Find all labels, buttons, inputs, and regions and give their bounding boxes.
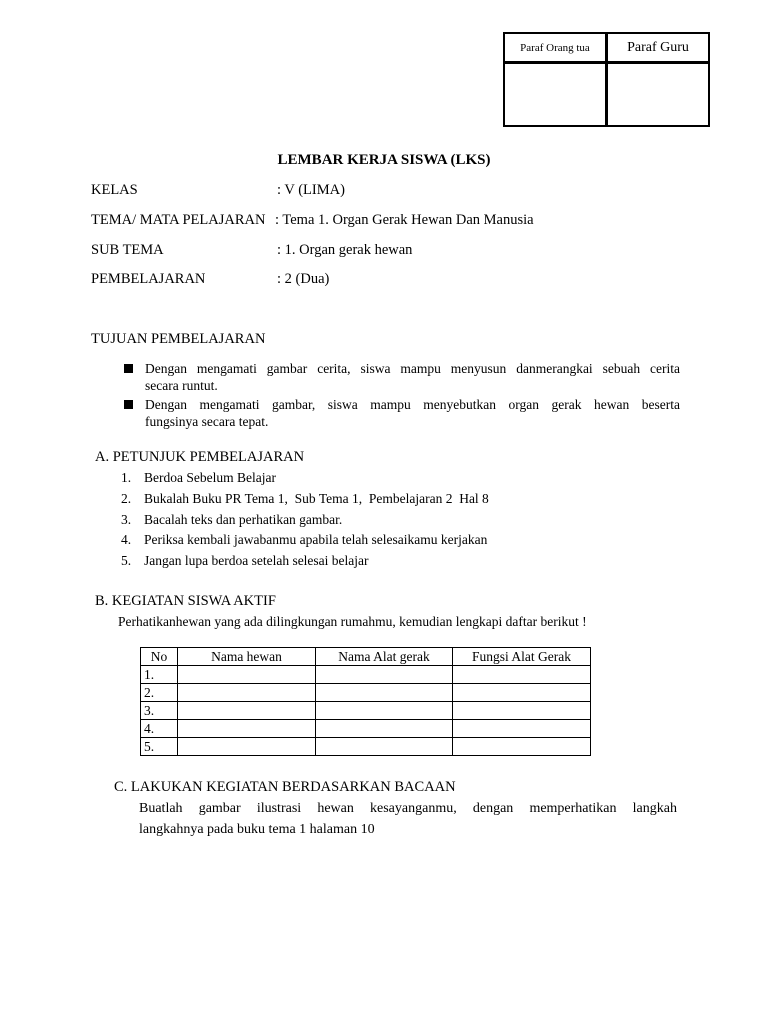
objective-1-line1: Dengan mengamati gambar cerita, siswa mampu menyusun danmerangkai sebuah cerita bbox=[145, 361, 680, 376]
signature-box bbox=[503, 32, 710, 127]
bullet-square-icon bbox=[124, 364, 133, 373]
teacher-signature-label: Paraf Guru bbox=[608, 34, 708, 64]
col-header-movement-organ: Nama Alat gerak bbox=[316, 648, 453, 666]
row-number: 5. bbox=[141, 738, 178, 756]
movement-organ-cell[interactable] bbox=[316, 738, 453, 756]
teacher-signature-field[interactable] bbox=[608, 64, 708, 125]
movement-organ-cell[interactable] bbox=[316, 720, 453, 738]
info-value-pembelajaran: : 2 (Dua) bbox=[277, 271, 330, 287]
row-number: 3. bbox=[141, 702, 178, 720]
function-cell[interactable] bbox=[453, 738, 591, 756]
instruction-text: Bacalah teks dan perhatikan gambar. bbox=[144, 512, 343, 527]
function-cell[interactable] bbox=[453, 720, 591, 738]
info-value-subtema: : 1. Organ gerak hewan bbox=[277, 242, 413, 258]
row-number: 4. bbox=[141, 720, 178, 738]
table-row bbox=[141, 702, 591, 720]
section-b-heading: B. KEGIATAN SISWA AKTIF bbox=[95, 593, 276, 609]
info-value-tema: : Tema 1. Organ Gerak Hewan Dan Manusia bbox=[275, 212, 534, 228]
info-label-pembelajaran: PEMBELAJARAN bbox=[91, 271, 206, 287]
col-header-animal: Nama hewan bbox=[178, 648, 316, 666]
instruction-num: 5. bbox=[121, 553, 132, 568]
objectives-heading: TUJUAN PEMBELAJARAN bbox=[91, 331, 266, 347]
animal-name-cell[interactable] bbox=[178, 684, 316, 702]
activity-table bbox=[140, 647, 591, 756]
table-row bbox=[141, 666, 591, 684]
instruction-text: Bukalah Buku PR Tema 1, Sub Tema 1, Pembelajaran 2 Hal 8 bbox=[144, 491, 489, 506]
row-number: 1. bbox=[141, 666, 178, 684]
animal-name-cell[interactable] bbox=[178, 720, 316, 738]
objective-2-line2: fungsinya secara tepat. bbox=[145, 414, 269, 429]
instruction-num: 4. bbox=[121, 532, 132, 547]
bullet-square-icon bbox=[124, 400, 133, 409]
section-b-instruction: Perhatikanhewan yang ada dilingkungan rumahmu, kemudian lengkapi daftar berikut ! bbox=[118, 614, 587, 629]
instruction-num: 1. bbox=[121, 470, 132, 485]
table-header-row bbox=[141, 648, 591, 666]
table-row bbox=[141, 720, 591, 738]
movement-organ-cell[interactable] bbox=[316, 666, 453, 684]
table-row bbox=[141, 684, 591, 702]
info-label-subtema: SUB TEMA bbox=[91, 242, 164, 258]
row-number: 2. bbox=[141, 684, 178, 702]
section-c-line1: Buatlah gambar ilustrasi hewan kesayanganmu, dengan memperhatikan langkah bbox=[139, 801, 677, 816]
function-cell[interactable] bbox=[453, 666, 591, 684]
animal-name-cell[interactable] bbox=[178, 738, 316, 756]
instruction-num: 3. bbox=[121, 512, 132, 527]
section-c-heading: C. LAKUKAN KEGIATAN BERDASARKAN BACAAN bbox=[114, 779, 456, 795]
animal-name-cell[interactable] bbox=[178, 666, 316, 684]
section-c-line2: langkahnya pada buku tema 1 halaman 10 bbox=[139, 822, 375, 837]
movement-organ-cell[interactable] bbox=[316, 684, 453, 702]
info-label-tema: TEMA/ MATA PELAJARAN bbox=[91, 212, 266, 228]
table-row bbox=[141, 738, 591, 756]
objective-2-line1: Dengan mengamati gambar, siswa mampu menyebutkan organ gerak hewan beserta bbox=[145, 397, 680, 412]
section-a-heading: A. PETUNJUK PEMBELAJARAN bbox=[95, 449, 305, 465]
function-cell[interactable] bbox=[453, 702, 591, 720]
instruction-num: 2. bbox=[121, 491, 132, 506]
instruction-text: Periksa kembali jawabanmu apabila telah selesaikamu kerjakan bbox=[144, 532, 488, 547]
page-title: LEMBAR KERJA SISWA (LKS) bbox=[277, 152, 491, 168]
info-value-kelas: : V (LIMA) bbox=[277, 182, 345, 198]
parent-signature-field[interactable] bbox=[505, 64, 608, 125]
function-cell[interactable] bbox=[453, 684, 591, 702]
col-header-function: Fungsi Alat Gerak bbox=[453, 648, 591, 666]
movement-organ-cell[interactable] bbox=[316, 702, 453, 720]
parent-signature-label: Paraf Orang tua bbox=[505, 34, 608, 64]
objective-1-line2: secara runtut. bbox=[145, 378, 218, 393]
instruction-text: Jangan lupa berdoa setelah selesai belajar bbox=[144, 553, 369, 568]
animal-name-cell[interactable] bbox=[178, 702, 316, 720]
info-label-kelas: KELAS bbox=[91, 182, 138, 198]
col-header-no: No bbox=[141, 648, 178, 666]
instruction-text: Berdoa Sebelum Belajar bbox=[144, 470, 276, 485]
